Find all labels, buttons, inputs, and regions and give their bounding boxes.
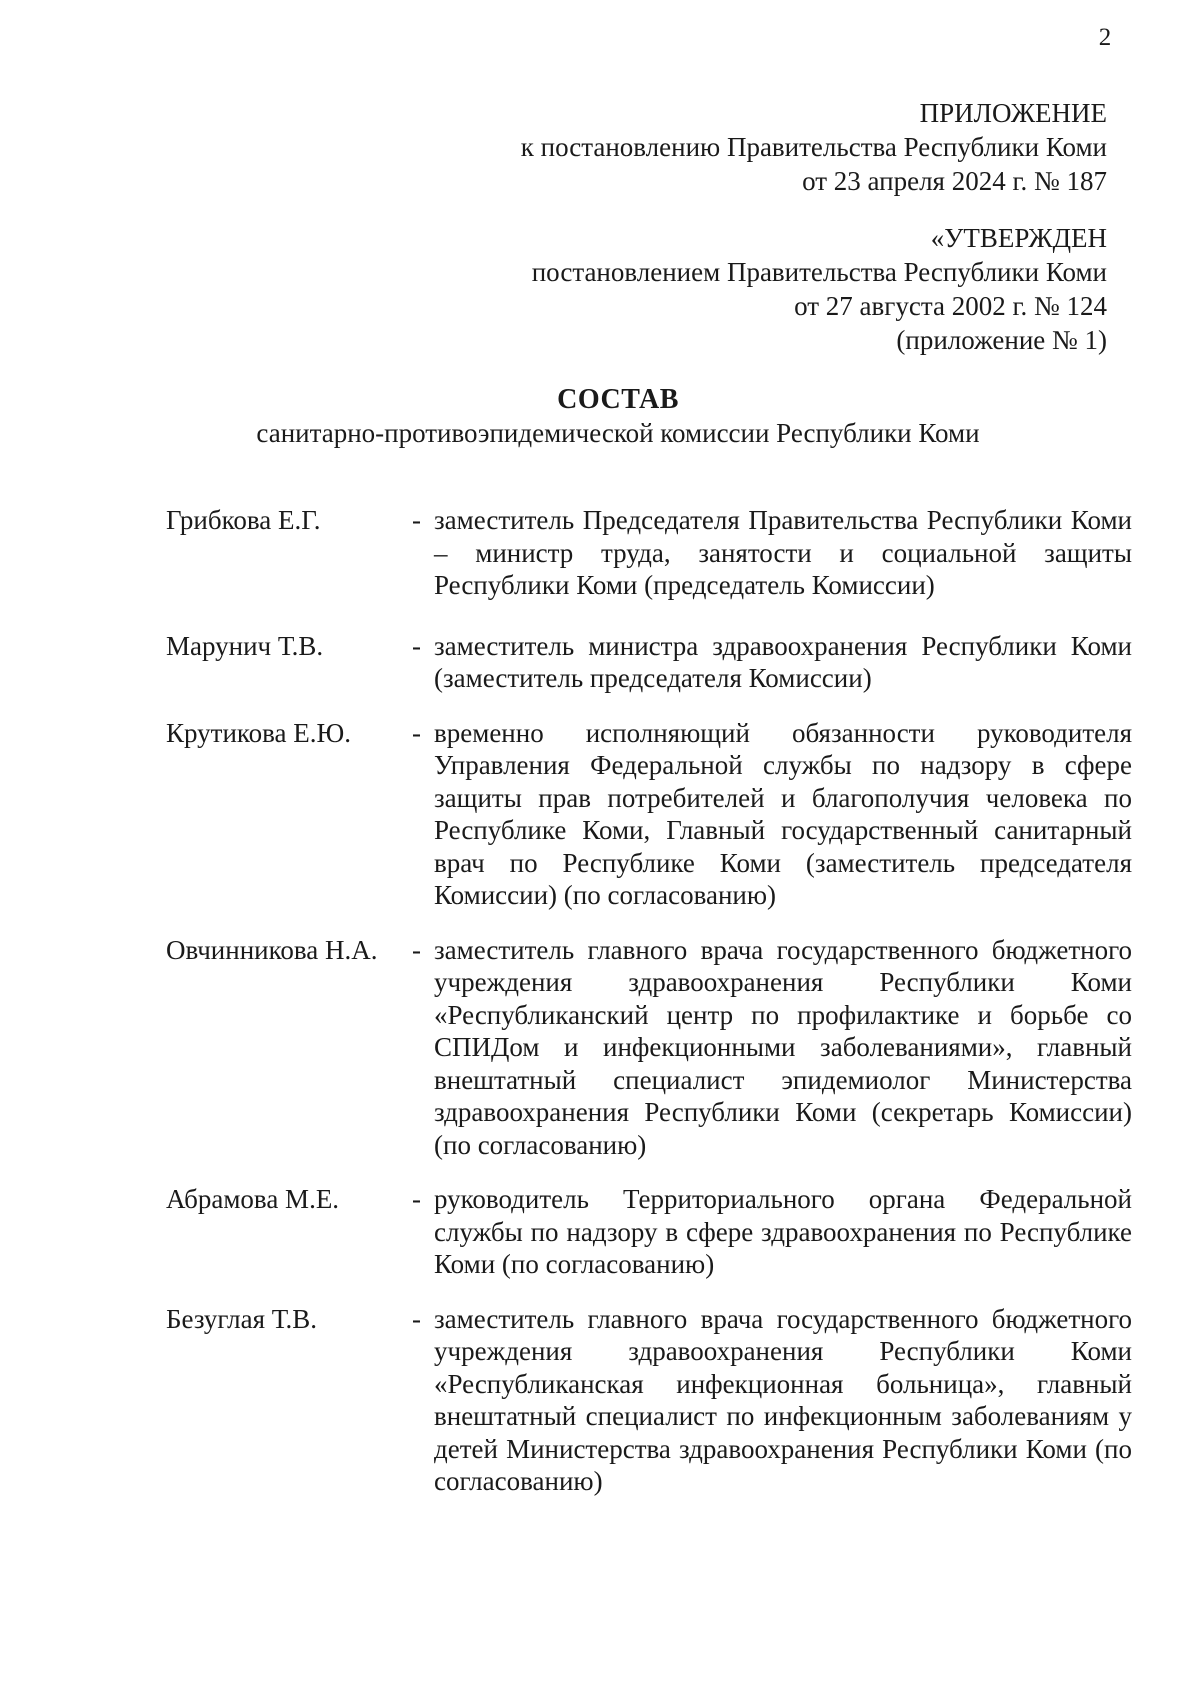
member-dash: - xyxy=(412,1184,421,1214)
approved-header xyxy=(532,221,1107,357)
member-row xyxy=(166,504,1132,602)
member-dash: - xyxy=(412,934,421,965)
member-description: заместитель главного врача государственного бюджетного учреждения здравоохранения Республики Коми «Республиканская инфекционная больница», главный внештатный специалист по инфекционным заболеваниям у детей Министерства здравоохранения Республики Коми (по согласованию) xyxy=(434,1303,1132,1496)
member-dash: - xyxy=(412,1303,421,1334)
members-list xyxy=(166,504,1132,1498)
member-name: Овчинникова Н.А. xyxy=(166,934,378,965)
member-dash: - xyxy=(412,630,421,661)
member-row xyxy=(166,717,1132,912)
document-title: СОСТАВ xyxy=(557,384,679,415)
appendix-reference: к постановлению Правительства Республики Коми xyxy=(520,132,1107,162)
member-dash: - xyxy=(412,717,421,748)
appendix-date: от 23 апреля 2024 г. № 187 xyxy=(802,166,1107,196)
member-description: руководитель Территориального органа Федеральной службы по надзору в сфере здравоохранения по Республике Коми (по согласованию) xyxy=(434,1184,1132,1279)
member-description: временно исполняющий обязанности руководителя Управления Федеральной службы по надзору в сфере защиты прав потребителей и благополучия человека по Республике Коми, Главный государственный санитарный врач по Республике Коми (заместитель председателя Комиссии) (по согласованию) xyxy=(434,717,1132,910)
appendix-header xyxy=(521,96,1107,198)
appendix-label: ПРИЛОЖЕНИЕ xyxy=(919,98,1107,128)
member-description: заместитель министра здравоохранения Республики Коми (заместитель председателя Комиссии) xyxy=(434,630,1132,693)
member-name: Абрамова М.Е. xyxy=(166,1184,340,1214)
document-subtitle: санитарно-противоэпидемической комиссии Республики Коми xyxy=(256,418,980,448)
member-name: Грибкова Е.Г. xyxy=(166,505,321,535)
page-number: 2 xyxy=(1098,24,1112,51)
approved-label: «УТВЕРЖДЕН xyxy=(930,223,1107,253)
member-name: Безуглая Т.В. xyxy=(166,1303,318,1334)
member-row xyxy=(166,630,1132,695)
member-description: заместитель Председателя Правительства Республики Коми – министр труда, занятости и социальной защиты Республики Коми (председатель Комиссии) xyxy=(434,505,1132,600)
approved-reference: постановлением Правительства Республики Коми xyxy=(531,257,1107,287)
approved-date: от 27 августа 2002 г. № 124 xyxy=(794,291,1107,321)
member-row xyxy=(166,1303,1132,1498)
member-name: Крутикова Е.Ю. xyxy=(166,717,352,748)
member-description: заместитель главного врача государственного бюджетного учреждения здравоохранения Республики Коми «Республиканский центр по профилактике и борьбе со СПИДом и инфекционными заболеваниями», главный внештатный специалист эпидемиолог Министерства здравоохранения Республики Коми (секретарь Комиссии) (по согласованию) xyxy=(434,934,1132,1160)
member-dash: - xyxy=(412,505,421,535)
member-row xyxy=(166,1183,1132,1281)
member-row xyxy=(166,934,1132,1162)
member-name: Марунич Т.В. xyxy=(166,630,324,661)
approved-attachment: (приложение № 1) xyxy=(896,325,1107,355)
